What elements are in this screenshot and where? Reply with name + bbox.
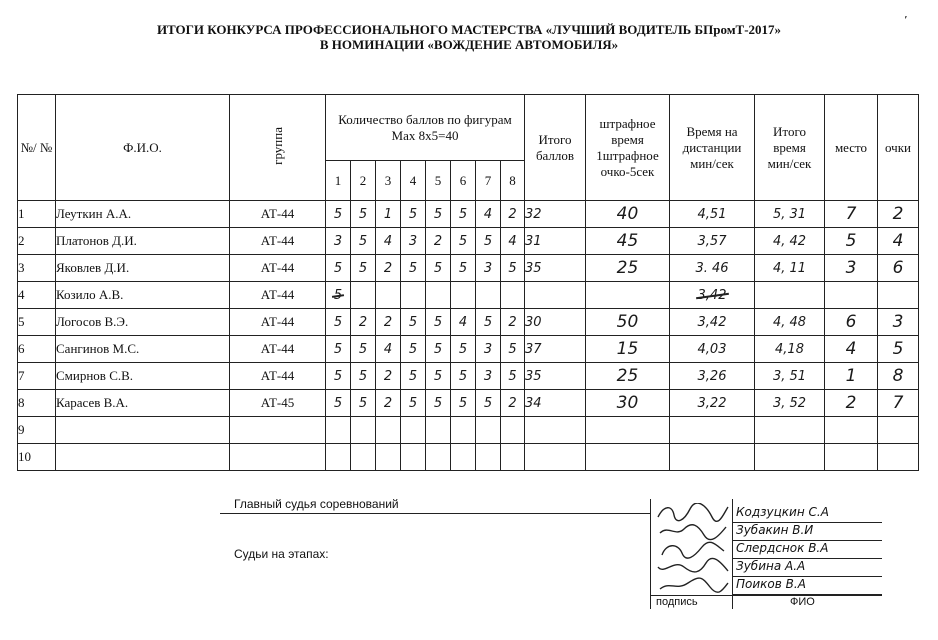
participant-group: АТ-44 xyxy=(230,201,326,228)
figure-score: 5 xyxy=(401,255,426,282)
table-row xyxy=(18,201,919,228)
participant-name xyxy=(56,417,230,444)
total-time: 4, 11 xyxy=(755,255,825,282)
figure-score xyxy=(476,417,501,444)
place: 5 xyxy=(825,228,878,255)
figure-score xyxy=(426,417,451,444)
figure-score: 5 xyxy=(476,228,501,255)
figure-score: 5 xyxy=(351,201,376,228)
figure-score xyxy=(476,444,501,471)
figure-score: 5 xyxy=(451,363,476,390)
header-figure-3: 3 xyxy=(376,161,401,201)
figure-score: 5 xyxy=(326,201,351,228)
table-row xyxy=(18,444,919,471)
row-number: 4 xyxy=(18,282,56,309)
figure-score: 4 xyxy=(451,309,476,336)
total-time: 5, 31 xyxy=(755,201,825,228)
figure-score: 5 xyxy=(401,309,426,336)
header-figure-2: 2 xyxy=(351,161,376,201)
stage-judges-label: Судьи на этапах: xyxy=(234,547,329,561)
table-row xyxy=(18,390,919,417)
figure-score: 5 xyxy=(451,255,476,282)
figure-score xyxy=(351,417,376,444)
points: 7 xyxy=(878,390,919,417)
struck-score: 5 xyxy=(333,287,343,303)
header-figure-4: 4 xyxy=(401,161,426,201)
penalty-time: 25 xyxy=(586,363,670,390)
figure-score xyxy=(401,282,426,309)
figure-score: 5 xyxy=(501,255,525,282)
figure-score xyxy=(326,282,351,309)
distance-time xyxy=(670,444,755,471)
figure-score: 5 xyxy=(451,228,476,255)
signature-scribble xyxy=(654,575,730,595)
figure-score xyxy=(451,417,476,444)
figure-score: 2 xyxy=(426,228,451,255)
figure-score: 5 xyxy=(401,363,426,390)
total-time: 3, 52 xyxy=(755,390,825,417)
figure-score: 5 xyxy=(426,363,451,390)
signature-scribble xyxy=(654,503,730,523)
total-score: 30 xyxy=(525,309,586,336)
figure-score: 2 xyxy=(501,390,525,417)
distance-time: 3,42 xyxy=(670,309,755,336)
participant-group: АТ-44 xyxy=(230,255,326,282)
figure-score: 5 xyxy=(476,390,501,417)
participant-group: АТ-44 xyxy=(230,309,326,336)
points xyxy=(878,282,919,309)
figure-score: 4 xyxy=(476,201,501,228)
row-number: 1 xyxy=(18,201,56,228)
total-score: 31 xyxy=(525,228,586,255)
place: 3 xyxy=(825,255,878,282)
penalty-time xyxy=(586,417,670,444)
figure-score xyxy=(451,282,476,309)
participant-name: Леуткин А.А. xyxy=(56,201,230,228)
figure-score: 5 xyxy=(401,390,426,417)
figure-score xyxy=(376,282,401,309)
penalty-time: 15 xyxy=(586,336,670,363)
points: 2 xyxy=(878,201,919,228)
participant-name: Козило А.В. xyxy=(56,282,230,309)
figure-score: 2 xyxy=(501,201,525,228)
place: 4 xyxy=(825,336,878,363)
participant-group: АТ-45 xyxy=(230,390,326,417)
figure-score xyxy=(326,417,351,444)
figure-score: 5 xyxy=(426,255,451,282)
penalty-time: 40 xyxy=(586,201,670,228)
figure-score: 3 xyxy=(326,228,351,255)
table-row xyxy=(18,363,919,390)
page-title-line-2: В НОМИНАЦИИ «ВОЖДЕНИЕ АВТОМОБИЛЯ» xyxy=(319,37,619,52)
figure-score: 5 xyxy=(351,336,376,363)
place: 6 xyxy=(825,309,878,336)
figure-score xyxy=(401,444,426,471)
figure-score: 2 xyxy=(376,390,401,417)
participant-name: Платонов Д.И. xyxy=(56,228,230,255)
header-figure-5: 5 xyxy=(426,161,451,201)
figure-score: 5 xyxy=(326,309,351,336)
total-time xyxy=(755,417,825,444)
signer-name: Кодзуцкин С.А xyxy=(736,505,829,519)
figure-score: 5 xyxy=(426,309,451,336)
distance-time xyxy=(670,282,755,309)
header-figure-1: 1 xyxy=(326,161,351,201)
row-number: 2 xyxy=(18,228,56,255)
points xyxy=(878,417,919,444)
row-number: 8 xyxy=(18,390,56,417)
figure-score: 5 xyxy=(351,255,376,282)
figure-score xyxy=(451,444,476,471)
header-total: Итого баллов xyxy=(525,95,586,201)
participant-group xyxy=(230,417,326,444)
results-table xyxy=(17,94,919,471)
total-time xyxy=(755,444,825,471)
header-figures: Количество баллов по фигурам Max 8x5=40 xyxy=(326,95,525,161)
header-num: №/ № xyxy=(18,95,56,201)
figure-score: 3 xyxy=(401,228,426,255)
distance-time: 3,22 xyxy=(670,390,755,417)
place: 7 xyxy=(825,201,878,228)
struck-distance-time: 3,42 xyxy=(697,287,727,303)
signer-name: Поиков В.А xyxy=(736,577,806,591)
row-number: 5 xyxy=(18,309,56,336)
participant-group xyxy=(230,444,326,471)
total-score xyxy=(525,282,586,309)
chief-judge-label: Главный судья соревнований xyxy=(234,497,399,511)
participant-group: АТ-44 xyxy=(230,336,326,363)
signer-name: Слердснок В.А xyxy=(736,541,829,555)
figure-score: 5 xyxy=(401,336,426,363)
figure-score: 5 xyxy=(501,336,525,363)
points: 3 xyxy=(878,309,919,336)
figure-score: 2 xyxy=(376,309,401,336)
points: 6 xyxy=(878,255,919,282)
total-time xyxy=(755,282,825,309)
place: 2 xyxy=(825,390,878,417)
figure-score xyxy=(426,444,451,471)
figure-score: 5 xyxy=(501,363,525,390)
figure-score: 3 xyxy=(476,255,501,282)
place xyxy=(825,444,878,471)
figure-score: 5 xyxy=(451,390,476,417)
figure-score: 2 xyxy=(376,363,401,390)
figure-score xyxy=(351,444,376,471)
figure-score: 5 xyxy=(476,309,501,336)
header-total-time: Итого время мин/сек xyxy=(755,95,825,201)
points: 5 xyxy=(878,336,919,363)
header-figure-7: 7 xyxy=(476,161,501,201)
participant-name: Логосов В.Э. xyxy=(56,309,230,336)
header-distance-time: Время на дистанции мин/сек xyxy=(670,95,755,201)
figure-score: 5 xyxy=(326,390,351,417)
header-name: Ф.И.О. xyxy=(56,95,230,201)
figure-score: 5 xyxy=(401,201,426,228)
figure-score: 5 xyxy=(351,390,376,417)
total-time: 4, 42 xyxy=(755,228,825,255)
figure-score: 4 xyxy=(376,228,401,255)
figure-score xyxy=(401,417,426,444)
figure-score: 5 xyxy=(326,336,351,363)
total-score xyxy=(525,417,586,444)
participant-name xyxy=(56,444,230,471)
table-row xyxy=(18,309,919,336)
total-score: 35 xyxy=(525,363,586,390)
penalty-time xyxy=(586,282,670,309)
figure-score: 5 xyxy=(451,201,476,228)
figure-score: 4 xyxy=(501,228,525,255)
header-group xyxy=(230,95,326,201)
figure-score: 5 xyxy=(351,363,376,390)
figure-score xyxy=(351,282,376,309)
points xyxy=(878,444,919,471)
figure-score: 2 xyxy=(501,309,525,336)
header-penalty: штрафное время 1штрафное очко-5сек xyxy=(586,95,670,201)
figure-score: 3 xyxy=(476,363,501,390)
participant-name: Сангинов М.С. xyxy=(56,336,230,363)
figure-score: 4 xyxy=(376,336,401,363)
figure-score xyxy=(501,444,525,471)
fio-column-label: ФИО xyxy=(790,596,815,608)
figure-score: 2 xyxy=(351,309,376,336)
page-title-line-1: ИТОГИ КОНКУРСА ПРОФЕССИОНАЛЬНОГО МАСТЕРСТВА «ЛУЧШИЙ ВОДИТЕЛЬ БПромТ-2017» xyxy=(156,22,782,37)
header-figure-8: 8 xyxy=(501,161,525,201)
total-time: 3, 51 xyxy=(755,363,825,390)
distance-time: 4,51 xyxy=(670,201,755,228)
figure-score: 5 xyxy=(426,201,451,228)
total-time: 4,18 xyxy=(755,336,825,363)
signature-column-label: подпись xyxy=(656,596,698,608)
table-row xyxy=(18,336,919,363)
distance-time: 3,57 xyxy=(670,228,755,255)
signer-name: Зубакин В.И xyxy=(736,523,814,537)
figure-score xyxy=(501,417,525,444)
signature-box xyxy=(650,499,882,609)
figure-score: 5 xyxy=(326,363,351,390)
figure-score xyxy=(476,282,501,309)
header-points: очки xyxy=(878,95,919,201)
row-number: 3 xyxy=(18,255,56,282)
participant-group: АТ-44 xyxy=(230,282,326,309)
figure-score: 5 xyxy=(426,390,451,417)
header-place: место xyxy=(825,95,878,201)
distance-time: 3. 46 xyxy=(670,255,755,282)
row-number: 9 xyxy=(18,417,56,444)
figure-score: 3 xyxy=(476,336,501,363)
signer-name: Зубина А.А xyxy=(736,559,806,573)
total-score: 34 xyxy=(525,390,586,417)
table-row xyxy=(18,255,919,282)
place xyxy=(825,282,878,309)
figure-score xyxy=(376,417,401,444)
chief-judge-line xyxy=(220,513,650,514)
penalty-time: 25 xyxy=(586,255,670,282)
participant-name: Карасев В.А. xyxy=(56,390,230,417)
corner-pen-mark: ʼ xyxy=(904,14,908,27)
figure-score xyxy=(426,282,451,309)
penalty-time: 45 xyxy=(586,228,670,255)
table-row xyxy=(18,228,919,255)
total-time: 4, 48 xyxy=(755,309,825,336)
signature-scribble xyxy=(654,539,730,559)
distance-time: 4,03 xyxy=(670,336,755,363)
figure-score xyxy=(326,444,351,471)
header-figure-6: 6 xyxy=(451,161,476,201)
penalty-time: 30 xyxy=(586,390,670,417)
participant-group: АТ-44 xyxy=(230,363,326,390)
figure-score: 5 xyxy=(351,228,376,255)
table-row xyxy=(18,417,919,444)
signature-scribble xyxy=(654,557,730,577)
place: 1 xyxy=(825,363,878,390)
figure-score xyxy=(376,444,401,471)
header-group-label: группа xyxy=(269,126,285,165)
points: 8 xyxy=(878,363,919,390)
distance-time: 3,26 xyxy=(670,363,755,390)
total-score: 37 xyxy=(525,336,586,363)
penalty-time xyxy=(586,444,670,471)
distance-time xyxy=(670,417,755,444)
figure-score: 1 xyxy=(376,201,401,228)
figure-score: 5 xyxy=(426,336,451,363)
total-score: 35 xyxy=(525,255,586,282)
place xyxy=(825,417,878,444)
figure-score: 5 xyxy=(326,255,351,282)
table-row xyxy=(18,282,919,309)
participant-group: АТ-44 xyxy=(230,228,326,255)
figure-score: 2 xyxy=(376,255,401,282)
row-number: 7 xyxy=(18,363,56,390)
signature-scribble xyxy=(654,521,730,541)
participant-name: Смирнов С.В. xyxy=(56,363,230,390)
figure-score: 5 xyxy=(451,336,476,363)
total-score: 32 xyxy=(525,201,586,228)
row-number: 6 xyxy=(18,336,56,363)
total-score xyxy=(525,444,586,471)
points: 4 xyxy=(878,228,919,255)
figure-score xyxy=(501,282,525,309)
penalty-time: 50 xyxy=(586,309,670,336)
participant-name: Яковлев Д.И. xyxy=(56,255,230,282)
row-number: 10 xyxy=(18,444,56,471)
